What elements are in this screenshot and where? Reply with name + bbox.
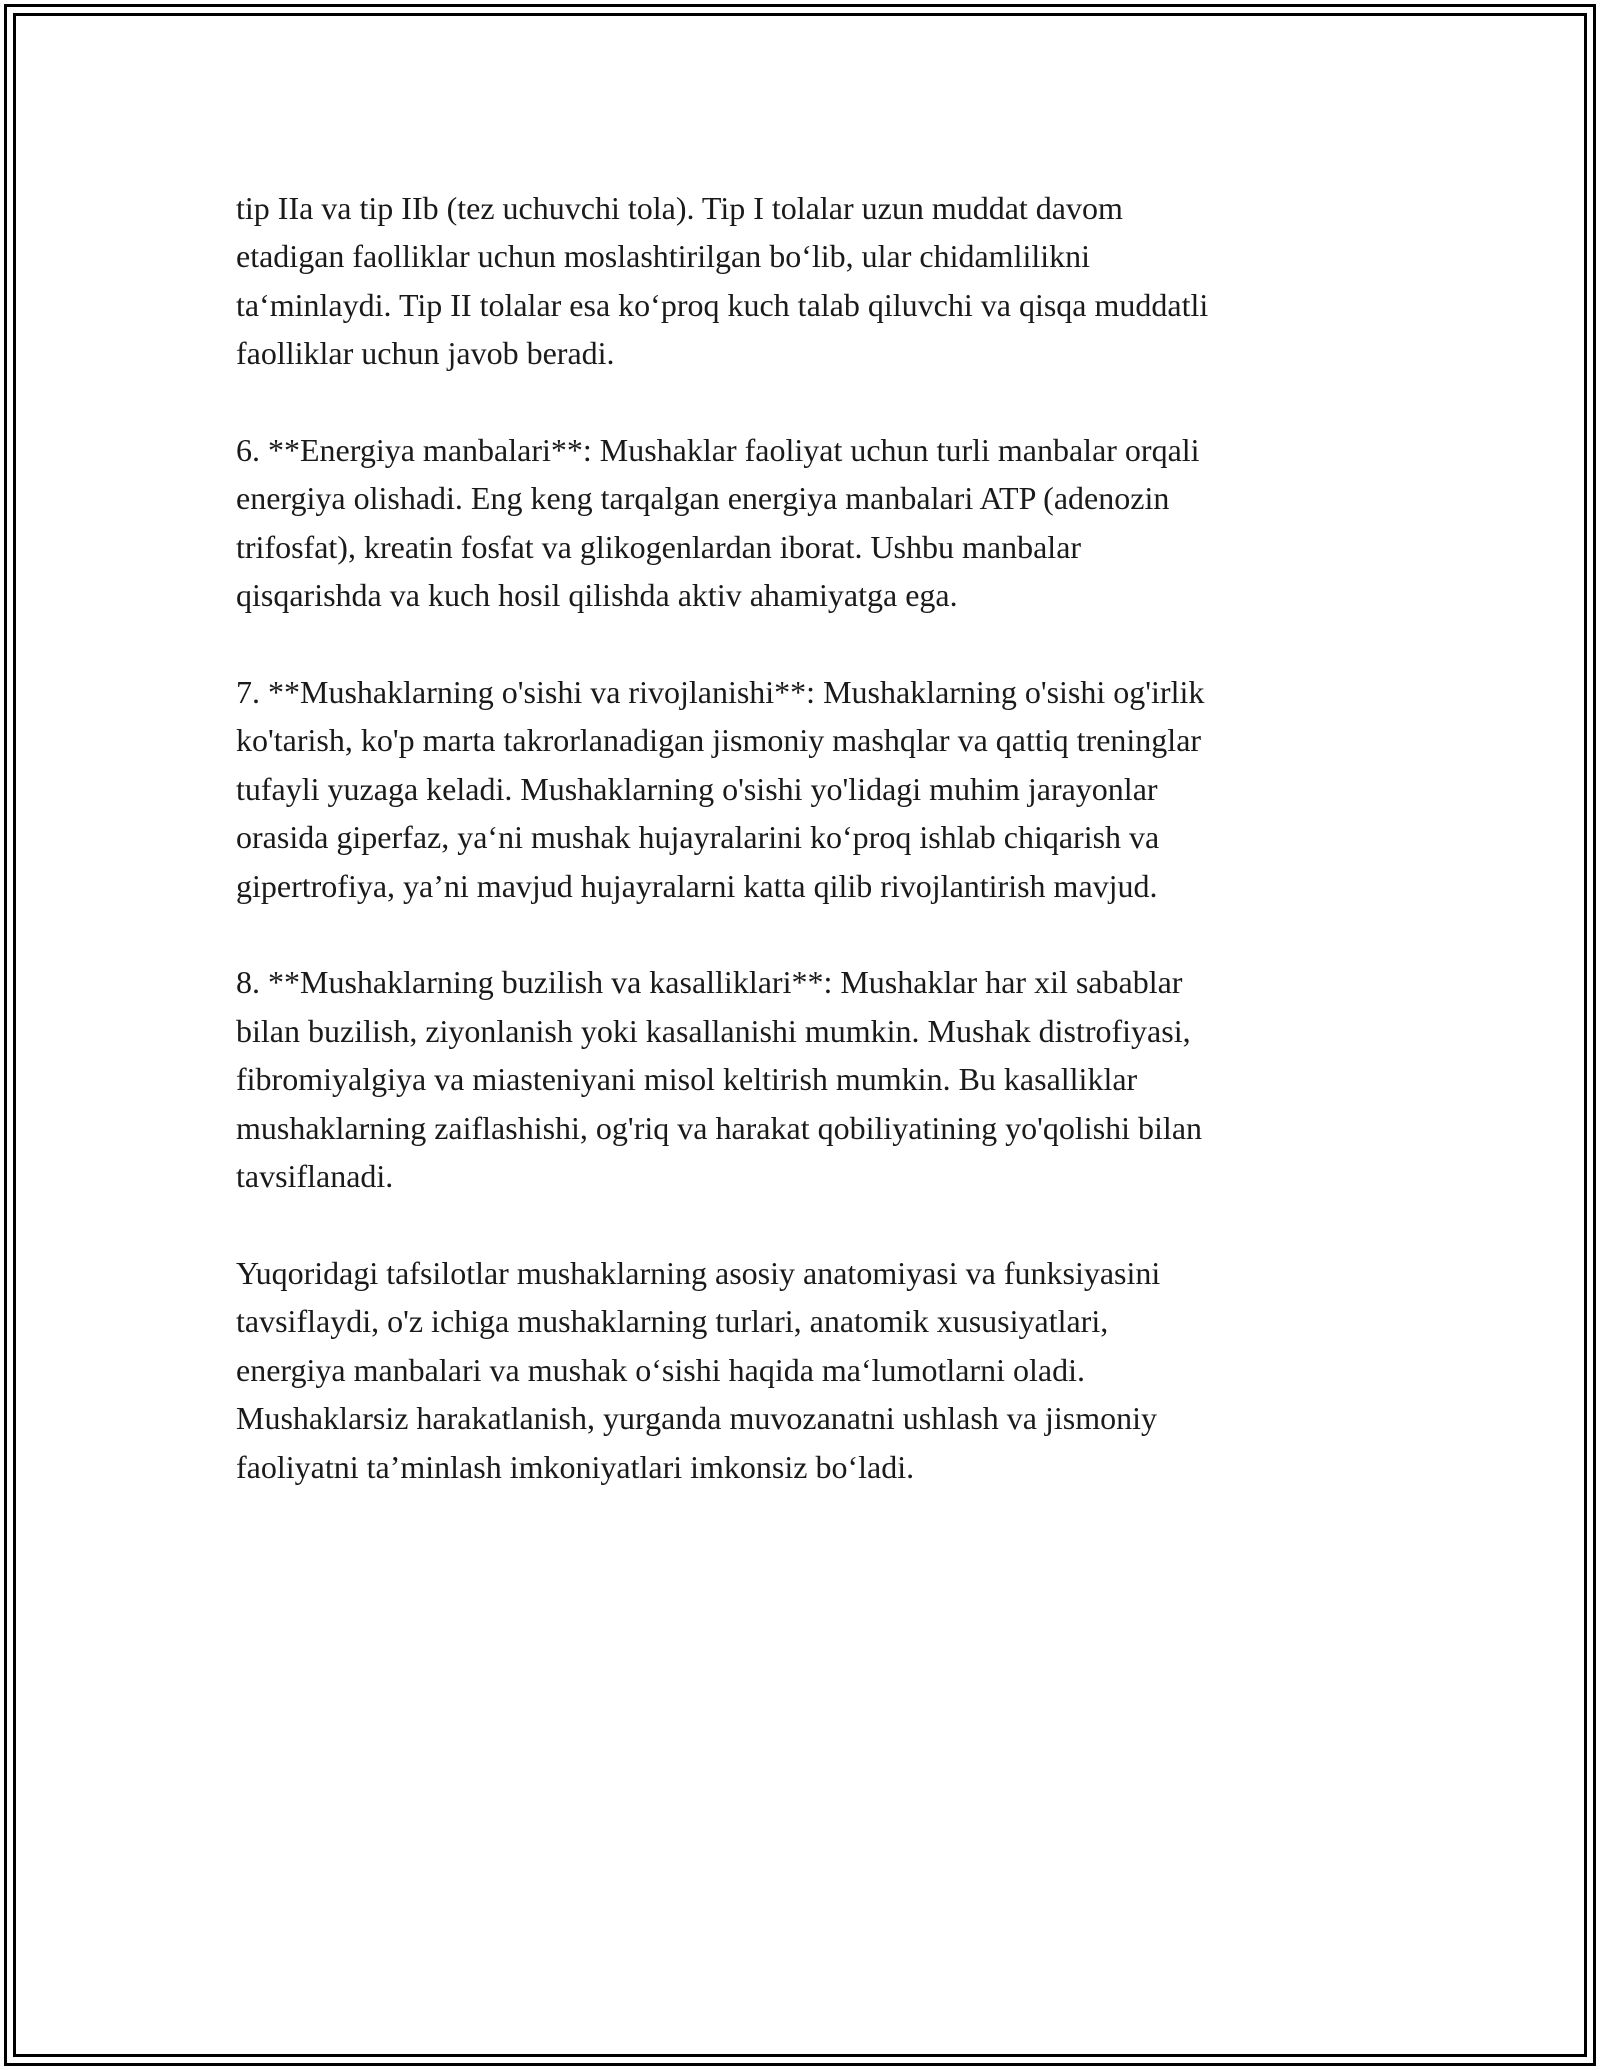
- text-line: 8. **Mushaklarning buzilish va kasalliklari**: Mushaklar har xil sabablar: [236, 964, 1183, 1001]
- paragraph-summary: [236, 1249, 1366, 1491]
- text-line: 6. **Energiya manbalari**: Mushaklar faoliyat uchun turli manbalar orqali: [236, 432, 1200, 469]
- paragraph-muscle-fiber-types: [236, 184, 1366, 378]
- text-line: trifosfat), kreatin fosfat va glikogenlardan iborat. Ushbu manbalar: [236, 528, 1082, 565]
- text-line: etadigan faolliklar uchun moslashtirilgan bo‘lib, ular chidamlilikni: [236, 238, 1091, 275]
- text-line: bilan buzilish, ziyonlanish yoki kasallanishi mumkin. Mushak distrofiyasi,: [236, 1012, 1191, 1049]
- text-line: Mushaklarsiz harakatlanish, yurganda muvozanatni ushlash va jismoniy: [236, 1400, 1157, 1437]
- paragraph-muscle-growth: [236, 668, 1366, 910]
- text-line: orasida giperfaz, ya‘ni mushak hujayralarini ko‘proq ishlab chiqarish va: [236, 819, 1160, 856]
- text-line: ko'tarish, ko'p marta takrorlanadigan jismoniy mashqlar va qattiq treninglar: [236, 722, 1202, 759]
- text-line: Yuqoridagi tafsilotlar mushaklarning asosiy anatomiyasi va funksiyasini: [236, 1254, 1161, 1291]
- text-line: tip IIa va tip IIb (tez uchuvchi tola). Tip I tolalar uzun muddat davom: [236, 190, 1123, 226]
- paragraph-energy-sources: [236, 426, 1366, 620]
- text-line: 7. **Mushaklarning o'sishi va rivojlanishi**: Mushaklarning o'sishi og'irlik: [236, 674, 1205, 711]
- text-line: energiya olishadi. Eng keng tarqalgan energiya manbalari ATP (adenozin: [236, 480, 1170, 517]
- text-line: ta‘minlaydi. Tip II tolalar esa ko‘proq kuch talab qiluvchi va qisqa muddatli: [236, 286, 1209, 323]
- text-line: faoliyatni ta’minlash imkoniyatlari imkonsiz bo‘ladi.: [236, 1448, 915, 1485]
- text-line: tufayli yuzaga keladi. Mushaklarning o'sishi yo'lidagi muhim jarayonlar: [236, 770, 1158, 807]
- text-line: tavsiflanadi.: [236, 1158, 394, 1195]
- text-line: mushaklarning zaiflashishi, og'riq va harakat qobiliyatining yo'qolishi bilan: [236, 1109, 1203, 1146]
- text-line: qisqarishda va kuch hosil qilishda aktiv ahamiyatga ega.: [236, 577, 958, 614]
- text-line: gipertrofiya, ya’ni mavjud hujayralarni katta qilib rivojlantirish mavjud.: [236, 867, 1158, 904]
- paragraph-muscle-diseases: [236, 958, 1366, 1200]
- text-line: energiya manbalari va mushak o‘sishi haqida ma‘lumotlarni oladi.: [236, 1351, 1085, 1388]
- text-line: fibromiyalgiya va miasteniyani misol keltirish mumkin. Bu kasalliklar: [236, 1061, 1138, 1098]
- text-line: tavsiflaydi, o'z ichiga mushaklarning turlari, anatomik xususiyatlari,: [236, 1303, 1109, 1340]
- document-body: [236, 184, 1366, 1539]
- text-line: faolliklar uchun javob beradi.: [236, 335, 615, 372]
